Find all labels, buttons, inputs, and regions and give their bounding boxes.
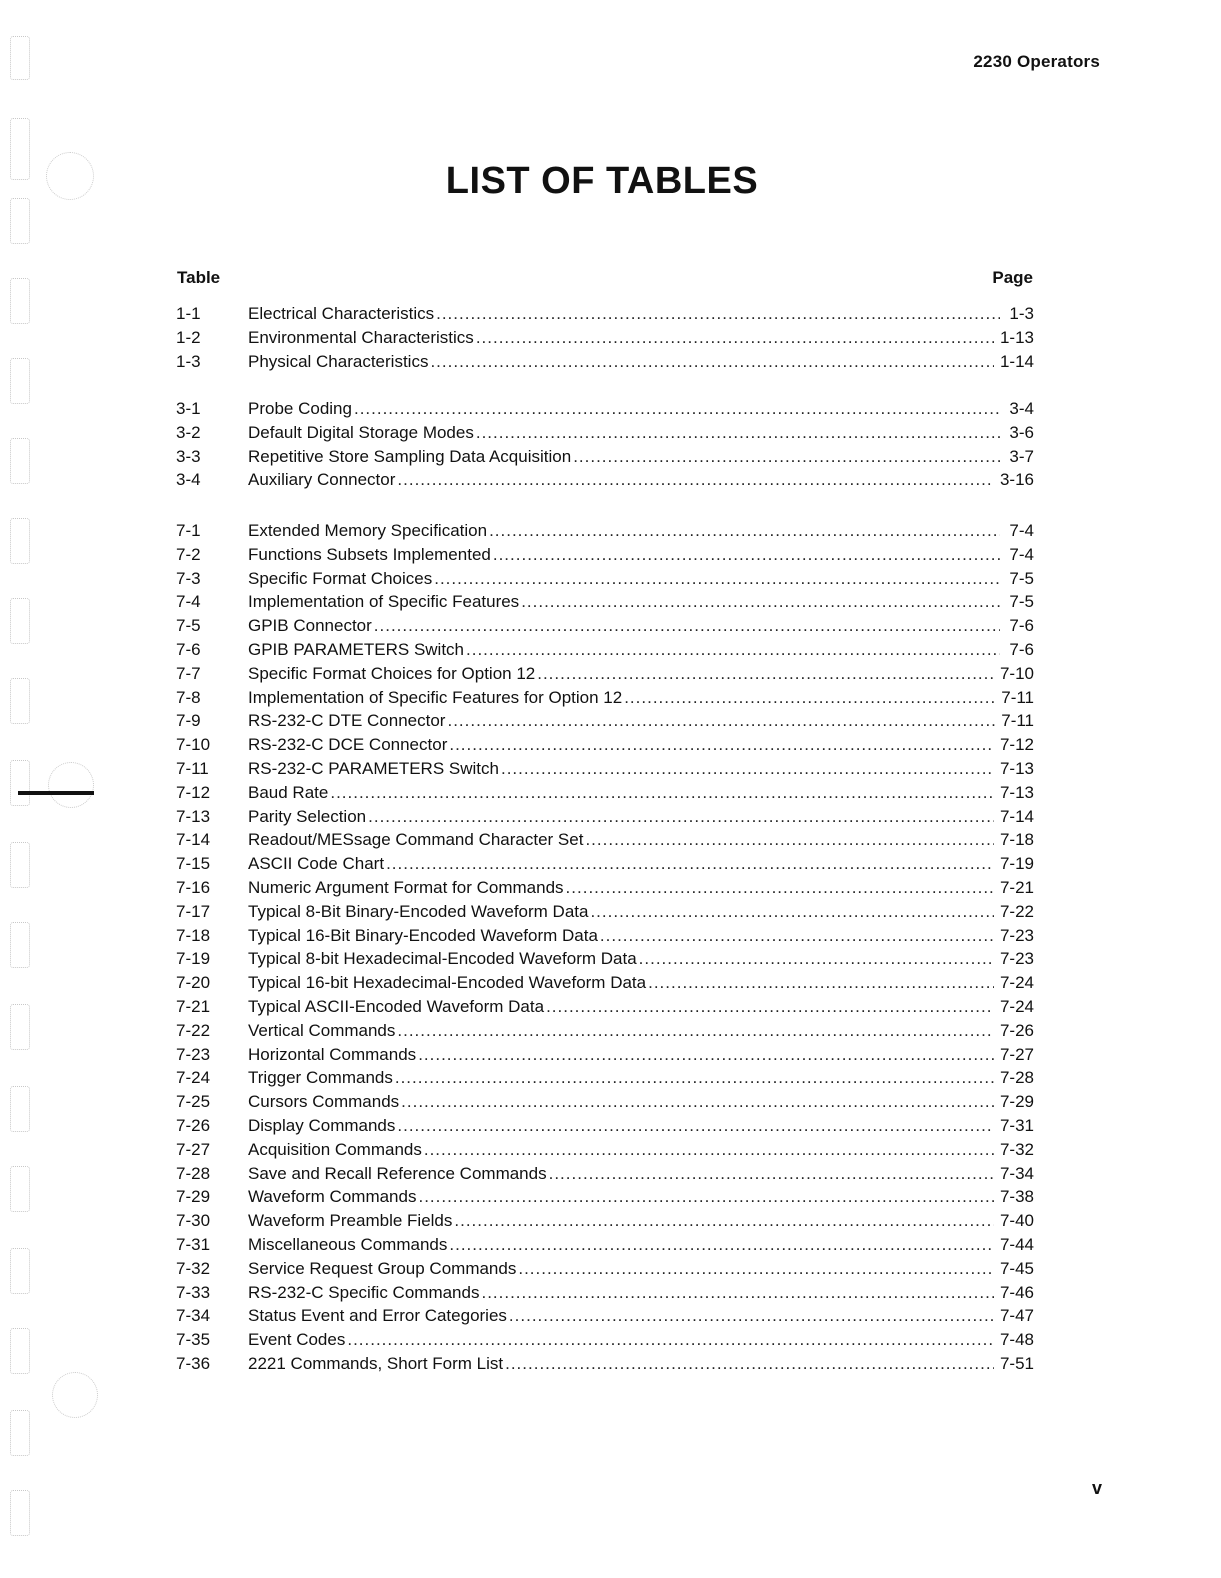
- table-number: 7-25: [176, 1092, 211, 1112]
- table-list-entry[interactable]: [176, 1209, 1034, 1233]
- table-number: 7-36: [176, 1353, 211, 1373]
- table-list-entry[interactable]: [176, 350, 1034, 374]
- page-reference: 7-19: [999, 854, 1034, 874]
- entry-line: [248, 1281, 1034, 1305]
- dot-leader: [501, 757, 994, 781]
- page-reference: 7-21: [999, 877, 1034, 897]
- entry-line: [248, 638, 1034, 662]
- table-list-entry[interactable]: [176, 1328, 1034, 1352]
- table-title: Electrical Characteristics: [248, 304, 435, 323]
- table-title: RS-232-C Specific Commands: [248, 1282, 480, 1302]
- table-title: Vertical Commands: [248, 1020, 396, 1040]
- page-reference: 7-40: [999, 1211, 1034, 1231]
- dot-leader: [386, 852, 994, 876]
- table-title: Environmental Characteristics: [248, 327, 474, 347]
- table-number: 7-15: [176, 854, 211, 874]
- dot-leader: [418, 1185, 994, 1209]
- entry-line: [248, 1257, 1034, 1281]
- table-number: 7-3: [176, 568, 201, 588]
- table-title: RS-232-C DCE Connector: [248, 735, 448, 755]
- table-title: GPIB PARAMETERS Switch: [248, 639, 465, 659]
- entry-line: [248, 1162, 1034, 1186]
- table-list-entry[interactable]: [176, 971, 1034, 995]
- dot-leader: [505, 1352, 994, 1376]
- table-title: GPIB Connector: [248, 616, 372, 636]
- dot-leader: [454, 1209, 994, 1233]
- table-number: 7-23: [176, 1044, 211, 1064]
- dot-leader: [347, 1328, 994, 1352]
- table-list-entry[interactable]: [176, 590, 1034, 614]
- entry-line: [248, 947, 1034, 971]
- binder-slot: [10, 1004, 30, 1050]
- entry-line: [248, 733, 1034, 757]
- page-reference: 7-6: [1009, 616, 1034, 636]
- table-number: 7-14: [176, 830, 211, 850]
- table-number: 7-1: [176, 521, 201, 540]
- dot-leader: [585, 828, 994, 852]
- page-reference: 7-10: [999, 663, 1034, 683]
- table-title: Auxiliary Connector: [248, 470, 396, 490]
- page-reference: 1-3: [1009, 304, 1034, 323]
- page-reference: 7-23: [999, 925, 1034, 945]
- dot-leader: [518, 1257, 994, 1281]
- entry-line: [248, 468, 1034, 492]
- table-title: Cursors Commands: [248, 1092, 400, 1112]
- table-list-entry[interactable]: [176, 543, 1034, 567]
- table-list-entry[interactable]: [176, 326, 1034, 350]
- page-reference: 7-13: [999, 758, 1034, 778]
- table-list-entry[interactable]: [176, 468, 1034, 492]
- table-title: Typical 8-Bit Binary-Encoded Waveform Data: [248, 901, 589, 921]
- table-list-entry[interactable]: [176, 1304, 1034, 1328]
- table-list-entry[interactable]: [176, 614, 1034, 638]
- table-number: 7-24: [176, 1068, 211, 1088]
- page-column-heading: Page: [992, 268, 1033, 287]
- table-number: 7-33: [176, 1282, 211, 1302]
- page-reference: 1-13: [999, 327, 1034, 347]
- binder-slot: [10, 198, 30, 244]
- page-reference: 7-32: [999, 1139, 1034, 1159]
- table-list-entry[interactable]: [176, 1019, 1034, 1043]
- table-list-entry[interactable]: [176, 995, 1034, 1019]
- dot-leader: [481, 1281, 994, 1305]
- table-list-entry[interactable]: [176, 805, 1034, 829]
- table-list-entry[interactable]: [176, 781, 1034, 805]
- table-number: 7-11: [176, 758, 209, 778]
- table-list-entry[interactable]: [176, 900, 1034, 924]
- binder-slot: [10, 678, 30, 724]
- binder-slot: [10, 922, 30, 968]
- table-title: Baud Rate: [248, 782, 329, 802]
- binder-slot: [10, 598, 30, 644]
- table-number: 7-35: [176, 1330, 211, 1350]
- table-title: Parity Selection: [248, 806, 367, 826]
- entry-line: [248, 445, 1034, 469]
- table-list-entry[interactable]: [176, 1090, 1034, 1114]
- dot-leader: [397, 1019, 994, 1043]
- page-reference: 7-45: [999, 1258, 1034, 1278]
- dot-leader: [537, 662, 994, 686]
- page-reference: 7-11: [1001, 687, 1034, 707]
- table-number: 1-3: [176, 351, 201, 371]
- dot-leader: [549, 1162, 994, 1186]
- binder-slot: [10, 1166, 30, 1212]
- table-group: [176, 519, 1034, 1376]
- table-title: Trigger Commands: [248, 1068, 393, 1088]
- page-reference: 7-24: [999, 973, 1034, 993]
- table-title: Service Request Group Commands: [248, 1258, 517, 1278]
- table-number: 7-9: [176, 711, 201, 731]
- dot-leader: [590, 900, 994, 924]
- page-number: v: [1091, 1478, 1102, 1498]
- table-number: 7-7: [176, 663, 201, 683]
- table-list-entry[interactable]: [176, 1233, 1034, 1257]
- entry-line: [248, 302, 1034, 326]
- dot-leader: [521, 590, 1000, 614]
- dot-leader: [624, 686, 995, 710]
- entry-line: [248, 662, 1034, 686]
- page-reference: 7-5: [1009, 568, 1034, 588]
- entry-line: [248, 757, 1034, 781]
- table-list-entry[interactable]: [176, 852, 1034, 876]
- page-reference: 7-31: [999, 1115, 1034, 1135]
- dot-leader: [509, 1304, 994, 1328]
- dot-leader: [648, 971, 994, 995]
- dot-leader: [447, 709, 995, 733]
- dot-leader: [330, 781, 994, 805]
- binder-slot: [10, 518, 30, 564]
- table-title: Implementation of Specific Features for Option 12: [248, 687, 623, 707]
- page-reference: 7-38: [999, 1187, 1034, 1207]
- binder-slot: [10, 1086, 30, 1132]
- page-reference: 3-6: [1009, 422, 1034, 442]
- table-list-entry[interactable]: [176, 1066, 1034, 1090]
- running-header: 2230 Operators: [973, 52, 1100, 71]
- entry-line: [248, 805, 1034, 829]
- page-reference: 7-6: [1009, 639, 1034, 659]
- page-reference: 7-4: [1009, 521, 1034, 540]
- table-list-entry[interactable]: [176, 924, 1034, 948]
- page-reference: 7-44: [999, 1234, 1034, 1254]
- table-number: 7-28: [176, 1163, 211, 1183]
- dot-leader: [436, 302, 1000, 326]
- entry-line: [248, 1114, 1034, 1138]
- table-group: [176, 302, 1034, 373]
- entry-line: [248, 543, 1034, 567]
- table-title: Acquisition Commands: [248, 1139, 422, 1159]
- table-number: 7-21: [176, 996, 211, 1016]
- dot-leader: [639, 947, 994, 971]
- binder-slot: [10, 278, 30, 324]
- page-reference: 3-16: [999, 470, 1034, 490]
- dot-leader: [354, 397, 1000, 421]
- binder-slot: [10, 1490, 30, 1536]
- dot-leader: [600, 924, 994, 948]
- table-list-entry[interactable]: [176, 638, 1034, 662]
- entry-line: [248, 852, 1034, 876]
- table-list-entry[interactable]: [176, 876, 1034, 900]
- binder-edge: [0, 0, 110, 1578]
- page-reference: 7-14: [999, 806, 1034, 826]
- table-list-entry[interactable]: [176, 686, 1034, 710]
- dot-leader: [397, 468, 994, 492]
- page-reference: 7-4: [1009, 544, 1034, 564]
- table-title: Miscellaneous Commands: [248, 1234, 448, 1254]
- table-number: 3-1: [176, 399, 201, 418]
- table-title: Specific Format Choices: [248, 568, 433, 588]
- binder-slot: [10, 760, 30, 806]
- entry-line: [248, 828, 1034, 852]
- entry-line: [248, 1043, 1034, 1067]
- page-reference: 7-22: [999, 901, 1034, 921]
- entry-line: [248, 1066, 1034, 1090]
- table-title: RS-232-C DTE Connector: [248, 711, 446, 731]
- table-list-entry[interactable]: [176, 445, 1034, 469]
- dot-leader: [368, 805, 994, 829]
- table-number: 7-18: [176, 925, 211, 945]
- entry-line: [248, 995, 1034, 1019]
- entry-line: [248, 519, 1034, 543]
- dot-leader: [374, 614, 1000, 638]
- table-title: Waveform Commands: [248, 1187, 417, 1207]
- page-reference: 7-11: [1001, 711, 1034, 731]
- table-title: ASCII Code Chart: [248, 854, 385, 874]
- table-title: Typical 16-Bit Binary-Encoded Waveform Data: [248, 925, 598, 945]
- entry-line: [248, 1328, 1034, 1352]
- table-number: 7-17: [176, 901, 211, 921]
- page-reference: 1-14: [999, 351, 1034, 371]
- page-reference: 7-29: [999, 1092, 1034, 1112]
- table-title: Specific Format Choices for Option 12: [248, 663, 536, 683]
- table-title: Numeric Argument Format for Commands: [248, 877, 564, 897]
- table-list-entry[interactable]: [176, 662, 1034, 686]
- binder-ring-hole: [52, 1372, 98, 1418]
- table-list-entry[interactable]: [176, 567, 1034, 591]
- table-title: Functions Subsets Implemented: [248, 544, 491, 564]
- table-list-entry[interactable]: [176, 1281, 1034, 1305]
- entry-line: [248, 421, 1034, 445]
- dot-leader: [466, 638, 1000, 662]
- table-number: 3-4: [176, 470, 201, 490]
- table-list-entry[interactable]: [176, 757, 1034, 781]
- page-reference: 7-47: [999, 1306, 1034, 1326]
- table-title: Event Codes: [248, 1330, 346, 1350]
- table-number: 7-8: [176, 687, 201, 707]
- dot-leader: [573, 445, 1000, 469]
- entry-line: [248, 1019, 1034, 1043]
- table-title: Horizontal Commands: [248, 1044, 417, 1064]
- dot-leader: [476, 326, 994, 350]
- entry-line: [248, 1352, 1034, 1376]
- table-number: 7-2: [176, 544, 201, 564]
- table-list-entry[interactable]: [176, 1185, 1034, 1209]
- table-list-entry[interactable]: [176, 1352, 1034, 1376]
- entry-line: [248, 590, 1034, 614]
- dot-leader: [424, 1138, 994, 1162]
- table-list-entry[interactable]: [176, 709, 1034, 733]
- page-reference: 7-13: [999, 782, 1034, 802]
- entry-line: [248, 1138, 1034, 1162]
- table-number: 7-31: [176, 1234, 211, 1254]
- table-title: Probe Coding: [248, 399, 352, 418]
- entry-line: [248, 1185, 1034, 1209]
- table-title: 2221 Commands, Short Form List: [248, 1353, 504, 1373]
- dot-leader: [489, 519, 1000, 543]
- table-list-entry[interactable]: [176, 1114, 1034, 1138]
- table-number: 7-13: [176, 806, 211, 826]
- entry-line: [248, 1304, 1034, 1328]
- table-number: 7-34: [176, 1306, 211, 1326]
- page-reference: 7-51: [999, 1353, 1034, 1373]
- page-reference: 7-26: [999, 1020, 1034, 1040]
- entry-line: [248, 567, 1034, 591]
- table-title: Waveform Preamble Fields: [248, 1211, 453, 1231]
- table-number: 7-10: [176, 735, 211, 755]
- table-title: RS-232-C PARAMETERS Switch: [248, 758, 499, 778]
- table-number: 3-3: [176, 446, 201, 466]
- page-title: LIST OF TABLES: [445, 160, 759, 202]
- binder-slot: [10, 358, 30, 404]
- dot-leader: [449, 733, 994, 757]
- table-list-entry[interactable]: [176, 397, 1034, 421]
- dot-leader: [418, 1043, 994, 1067]
- table-number: 7-29: [176, 1187, 211, 1207]
- table-column-heading: Table: [177, 268, 221, 287]
- binder-slot: [10, 438, 30, 484]
- table-group: [176, 397, 1034, 492]
- table-number: 1-1: [176, 304, 201, 323]
- binder-slot: [10, 1328, 30, 1374]
- entry-line: [248, 1090, 1034, 1114]
- binder-slot: [10, 1248, 30, 1294]
- page-reference: 7-46: [999, 1282, 1034, 1302]
- dot-leader: [546, 995, 994, 1019]
- page-reference: 7-34: [999, 1163, 1034, 1183]
- table-number: 1-2: [176, 327, 201, 347]
- table-title: Repetitive Store Sampling Data Acquisition: [248, 446, 572, 466]
- dot-leader: [434, 567, 1000, 591]
- table-number: 7-26: [176, 1115, 211, 1135]
- table-list-entry[interactable]: [176, 828, 1034, 852]
- dot-leader: [493, 543, 1000, 567]
- table-number: 7-30: [176, 1211, 211, 1231]
- table-list-entry[interactable]: [176, 947, 1034, 971]
- binder-ring-hole: [48, 762, 94, 808]
- table-list-entry[interactable]: [176, 519, 1034, 543]
- table-list-entry[interactable]: [176, 1257, 1034, 1281]
- page-reference: 7-18: [999, 830, 1034, 850]
- table-number: 7-16: [176, 877, 211, 897]
- binder-slot: [10, 842, 30, 888]
- table-number: 7-22: [176, 1020, 211, 1040]
- table-number: 7-32: [176, 1258, 211, 1278]
- page-reference: 7-48: [999, 1330, 1034, 1350]
- entry-line: [248, 900, 1034, 924]
- entry-line: [248, 614, 1034, 638]
- table-number: 7-5: [176, 616, 201, 636]
- binder-tab-mark: [18, 791, 94, 795]
- entry-line: [248, 686, 1034, 710]
- entry-line: [248, 876, 1034, 900]
- table-list-entry[interactable]: [176, 1043, 1034, 1067]
- entry-line: [248, 397, 1034, 421]
- dot-leader: [430, 350, 994, 374]
- table-number: 7-27: [176, 1139, 211, 1159]
- table-list-entry[interactable]: [176, 302, 1034, 326]
- table-number: 7-12: [176, 782, 211, 802]
- table-number: 7-6: [176, 639, 201, 659]
- dot-leader: [476, 421, 1000, 445]
- table-list-entry[interactable]: [176, 1138, 1034, 1162]
- table-title: Save and Recall Reference Commands: [248, 1163, 547, 1183]
- table-list-entry[interactable]: [176, 1162, 1034, 1186]
- dot-leader: [395, 1066, 994, 1090]
- table-title: Extended Memory Specification: [248, 521, 488, 540]
- table-title: Default Digital Storage Modes: [248, 422, 474, 442]
- table-number: 7-19: [176, 949, 211, 969]
- table-title: Typical ASCII-Encoded Waveform Data: [248, 996, 545, 1016]
- dot-leader: [449, 1233, 994, 1257]
- entry-line: [248, 350, 1034, 374]
- table-title: Display Commands: [248, 1115, 396, 1135]
- page-reference: 7-28: [999, 1068, 1034, 1088]
- table-title: Readout/MESsage Command Character Set: [248, 830, 584, 850]
- page-reference: 7-12: [999, 735, 1034, 755]
- page-reference: 7-27: [999, 1044, 1034, 1064]
- entry-line: [248, 781, 1034, 805]
- table-title: Status Event and Error Categories: [248, 1306, 507, 1326]
- entry-line: [248, 924, 1034, 948]
- entry-line: [248, 971, 1034, 995]
- dot-leader: [397, 1114, 994, 1138]
- table-title: Typical 16-bit Hexadecimal-Encoded Waveform Data: [248, 973, 647, 993]
- table-list-entry[interactable]: [176, 733, 1034, 757]
- page-reference: 3-4: [1009, 399, 1034, 418]
- table-number: 3-2: [176, 422, 201, 442]
- dot-leader: [566, 876, 994, 900]
- page-reference: 7-5: [1009, 592, 1034, 612]
- page-reference: 3-7: [1009, 446, 1034, 466]
- page-reference: 7-24: [999, 996, 1034, 1016]
- table-title: Implementation of Specific Features: [248, 592, 520, 612]
- entry-line: [248, 1233, 1034, 1257]
- binder-slot: [10, 1410, 30, 1456]
- dot-leader: [401, 1090, 994, 1114]
- binder-slot: [10, 36, 30, 80]
- table-title: Physical Characteristics: [248, 351, 429, 371]
- table-list-entry[interactable]: [176, 421, 1034, 445]
- entry-line: [248, 326, 1034, 350]
- table-number: 7-20: [176, 973, 211, 993]
- table-title: Typical 8-bit Hexadecimal-Encoded Waveform Data: [248, 949, 637, 969]
- table-number: 7-4: [176, 592, 201, 612]
- entry-line: [248, 709, 1034, 733]
- entry-line: [248, 1209, 1034, 1233]
- page-reference: 7-23: [999, 949, 1034, 969]
